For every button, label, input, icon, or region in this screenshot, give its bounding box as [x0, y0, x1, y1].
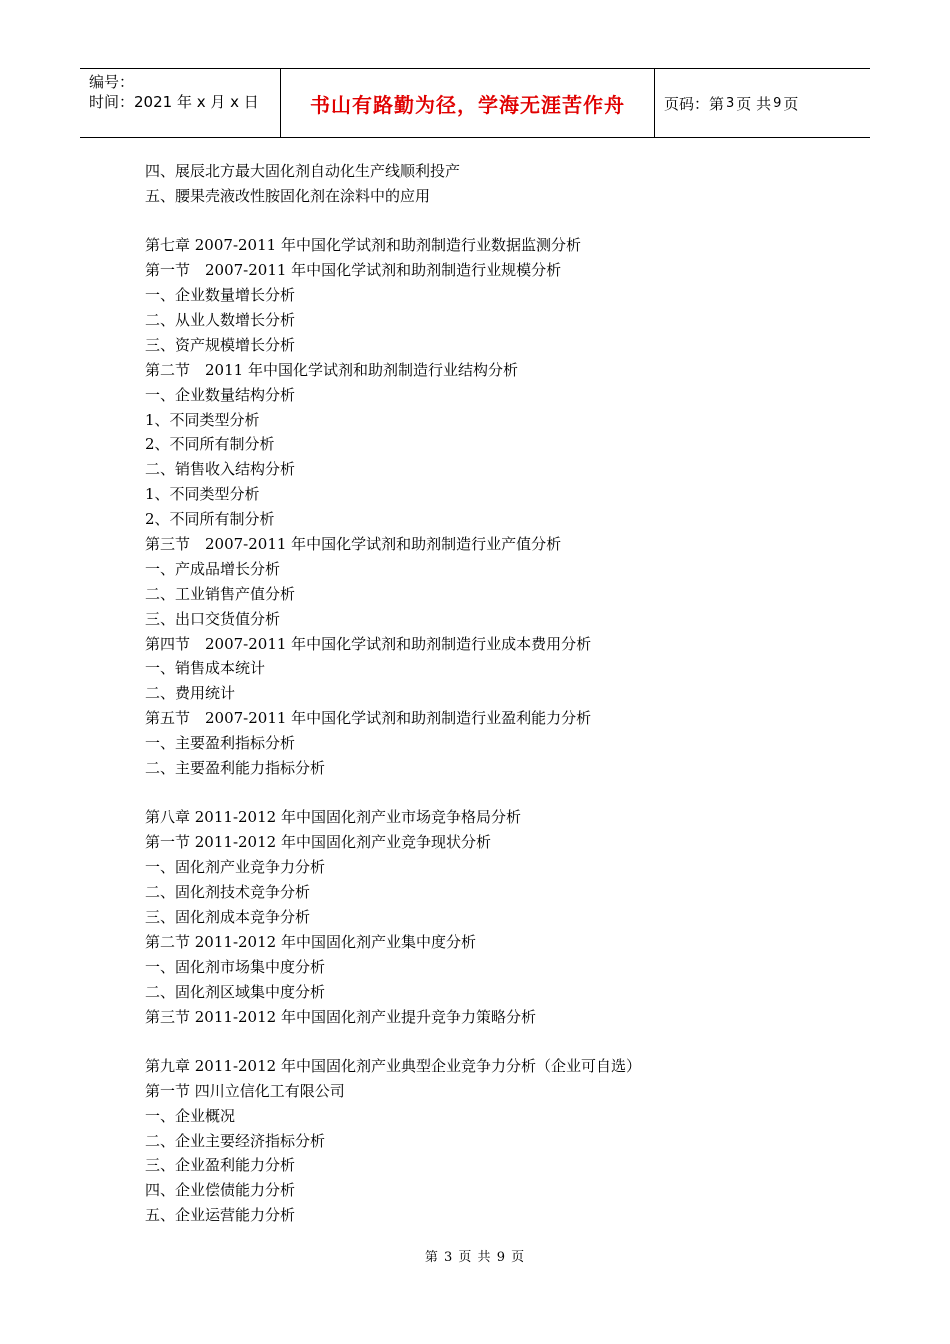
document-time-label: 时间：2021 年 x 月 x 日 [89, 93, 259, 111]
toc-line: 三、资产规模增长分析 [145, 335, 296, 354]
toc-line: 四、展辰北方最大固化剂自动化生产线顺利投产 [145, 162, 461, 180]
header-motto: 书山有路勤为径，学海无涯苦作舟 [281, 69, 655, 137]
toc-line: 二、从业人数增长分析 [145, 310, 296, 329]
toc-line: 三、企业盈利能力分析 [145, 1156, 296, 1175]
toc-line: 1、不同类型分析 [145, 485, 260, 504]
toc-line: 三、固化剂成本竞争分析 [145, 907, 311, 926]
toc-line: 二、企业主要经济指标分析 [145, 1131, 326, 1150]
page-total-number: 9 [773, 95, 782, 111]
toc-line: 一、产成品增长分析 [145, 559, 281, 578]
table-of-contents [145, 159, 845, 1228]
toc-line: 五、企业运营能力分析 [145, 1206, 296, 1225]
section-gap [145, 781, 845, 806]
toc-line: 一、固化剂产业竞争力分析 [145, 858, 326, 877]
toc-line: 一、销售成本统计 [145, 659, 266, 678]
page-label-prefix: 页码：第 [664, 94, 725, 113]
page-label-suffix: 页 [783, 94, 799, 113]
toc-line: 第二节 2011 年中国化学试剂和助剂制造行业结构分析 [145, 360, 518, 379]
toc-line: 第八章 2011-2012 年中国固化剂产业市场竞争格局分析 [145, 808, 521, 827]
toc-line: 第一节 四川立信化工有限公司 [145, 1081, 345, 1100]
toc-line: 1、不同类型分析 [145, 410, 260, 429]
toc-line: 第一节 2007-2011 年中国化学试剂和助剂制造行业规模分析 [145, 261, 562, 280]
toc-line: 二、销售收入结构分析 [145, 460, 296, 479]
page-header [80, 68, 870, 138]
toc-line: 二、固化剂区域集中度分析 [145, 982, 326, 1001]
page-label-middle: 页 共 [736, 94, 772, 113]
toc-line: 2、不同所有制分析 [145, 435, 275, 454]
header-meta [80, 69, 281, 137]
toc-line: 第九章 2011-2012 年中国固化剂产业典型企业竞争力分析（企业可自选） [145, 1056, 641, 1075]
page-footer: 第 3 页 共 9 页 [424, 1250, 526, 1265]
toc-line: 第二节 2011-2012 年中国固化剂产业集中度分析 [145, 932, 476, 951]
toc-line: 第七章 2007-2011 年中国化学试剂和助剂制造行业数据监测分析 [145, 236, 581, 255]
toc-line: 第一节 2011-2012 年中国固化剂产业竞争现状分析 [145, 833, 491, 852]
toc-line: 二、主要盈利能力指标分析 [145, 758, 326, 777]
document-number-label: 编号： [89, 73, 135, 91]
toc-line: 三、出口交货值分析 [145, 609, 281, 628]
toc-line: 第五节 2007-2011 年中国化学试剂和助剂制造行业盈利能力分析 [145, 709, 592, 728]
page-current-number: 3 [726, 95, 735, 111]
toc-line: 二、工业销售产值分析 [145, 584, 296, 603]
header-page-indicator [655, 69, 870, 137]
toc-line: 一、固化剂市场集中度分析 [145, 957, 326, 976]
toc-line: 二、费用统计 [145, 684, 236, 703]
toc-line: 一、主要盈利指标分析 [145, 734, 296, 753]
toc-line: 五、腰果壳液改性胺固化剂在涂料中的应用 [145, 186, 431, 205]
section-gap [145, 209, 845, 234]
toc-line: 一、企业数量增长分析 [145, 286, 296, 305]
toc-line: 第四节 2007-2011 年中国化学试剂和助剂制造行业成本费用分析 [145, 634, 592, 653]
toc-line: 第三节 2007-2011 年中国化学试剂和助剂制造行业产值分析 [145, 534, 562, 553]
toc-line: 四、企业偿债能力分析 [145, 1181, 296, 1200]
toc-line: 一、企业数量结构分析 [145, 385, 296, 404]
section-gap [145, 1029, 845, 1054]
toc-line: 一、企业概况 [145, 1106, 236, 1125]
toc-line: 第三节 2011-2012 年中国固化剂产业提升竞争力策略分析 [145, 1007, 536, 1026]
toc-line: 二、固化剂技术竞争分析 [145, 883, 311, 902]
toc-line: 2、不同所有制分析 [145, 510, 275, 529]
